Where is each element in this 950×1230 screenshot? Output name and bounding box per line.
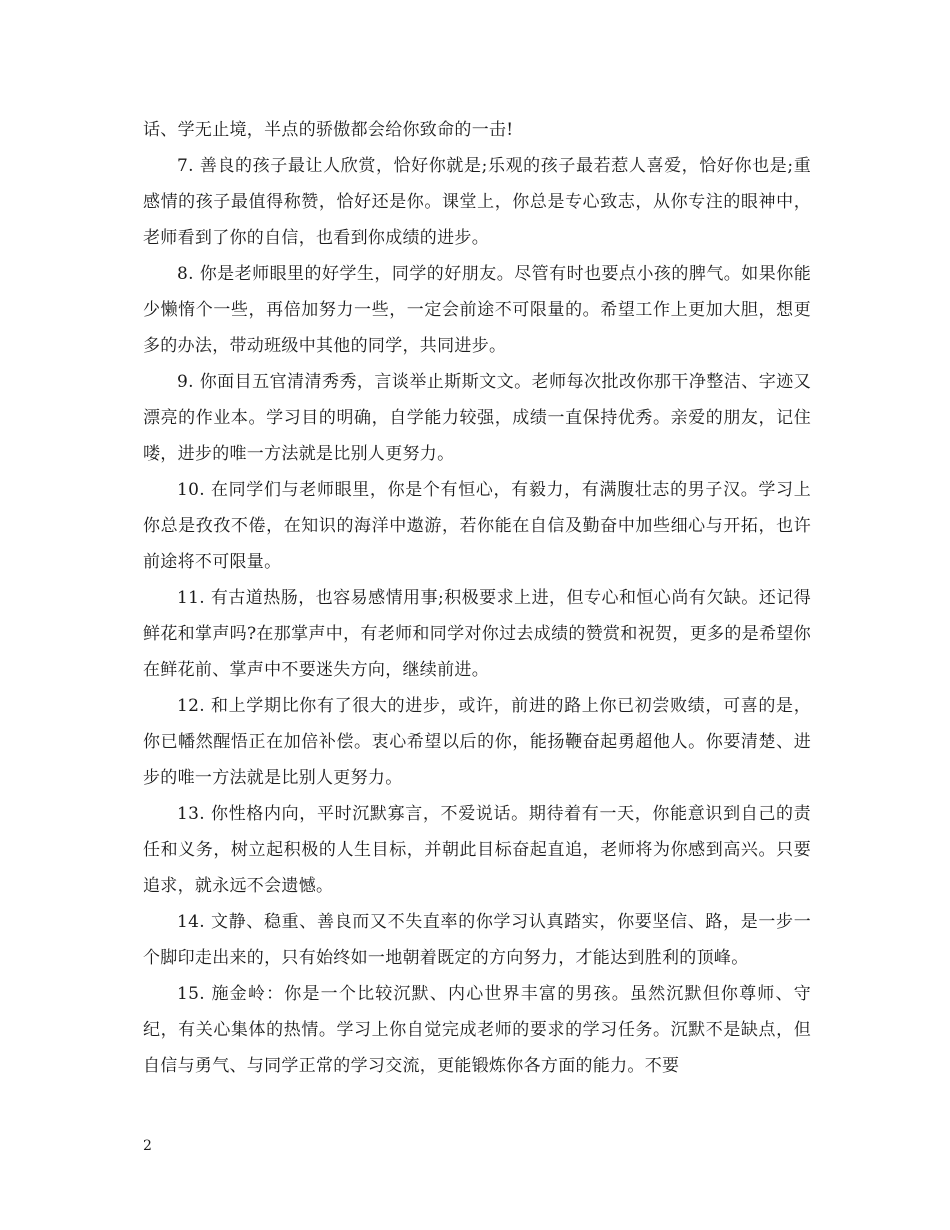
paragraph-13: 13. 你性格内向，平时沉默寡言，不爱说话。期待着有一天，你能意识到自己的责任和义务，树立起积极的人生目标，并朝此目标奋起直追，老师将为你感到高兴。只要追求，就永远不会遗憾。 bbox=[143, 804, 811, 896]
paragraph-14: 14. 文静、稳重、善良而又不失直率的你学习认真踏实，你要坚信、路，是一步一个脚印走出来的，只有始终如一地朝着既定的方向努力，才能达到胜利的顶峰。 bbox=[143, 912, 811, 968]
paragraph-15: 15. 施金岭：你是一个比较沉默、内心世界丰富的男孩。虽然沉默但你尊师、守纪，有关心集体的热情。学习上你自觉完成老师的要求的学习任务。沉默不是缺点，但自信与勇气、与同学正常的学习交流，更能锻炼你各方面的能力。不要 bbox=[143, 984, 811, 1076]
paragraph-continuation: 话、学无止境，半点的骄傲都会给你致命的一击! bbox=[143, 120, 514, 140]
paragraph-8: 8. 你是老师眼里的好学生，同学的好朋友。尽管有时也要点小孩的脾气。如果你能少懒惰个一些，再倍加努力一些，一定会前途不可限量的。希望工作上更加大胆，想更多的办法，带动班级中其他的同学，共同进步。 bbox=[143, 264, 811, 356]
document-body bbox=[143, 112, 811, 1084]
paragraph-11: 11. 有古道热肠，也容易感情用事;积极要求上进，但专心和恒心尚有欠缺。还记得鲜花和掌声吗?在那掌声中，有老师和同学对你过去成绩的赞赏和祝贺，更多的是希望你在鲜花前、掌声中不要迷失方向，继续前进。 bbox=[143, 588, 811, 680]
paragraph-10: 10. 在同学们与老师眼里，你是个有恒心，有毅力，有满腹壮志的男子汉。学习上你总是孜孜不倦，在知识的海洋中遨游，若你能在自信及勤奋中加些细心与开拓，也许前途将不可限量。 bbox=[143, 480, 811, 572]
paragraph-12: 12. 和上学期比你有了很大的进步，或许，前进的路上你已初尝败绩，可喜的是，你已幡然醒悟正在加倍补偿。衷心希望以后的你，能扬鞭奋起勇超他人。你要清楚、进步的唯一方法就是比别人更努力。 bbox=[143, 696, 811, 788]
paragraph-9: 9. 你面目五官清清秀秀，言谈举止斯斯文文。老师每次批改你那干净整洁、字迹又漂亮的作业本。学习目的明确，自学能力较强，成绩一直保持优秀。亲爱的朋友，记住喽，进步的唯一方法就是比别人更努力。 bbox=[143, 372, 811, 464]
page-number: 2 bbox=[143, 1138, 152, 1154]
paragraph-7: 7. 善良的孩子最让人欣赏，恰好你就是;乐观的孩子最若惹人喜爱，恰好你也是;重感情的孩子最值得称赞，恰好还是你。课堂上，你总是专心致志，从你专注的眼神中，老师看到了你的自信，也看到你成绩的进步。 bbox=[143, 156, 811, 248]
